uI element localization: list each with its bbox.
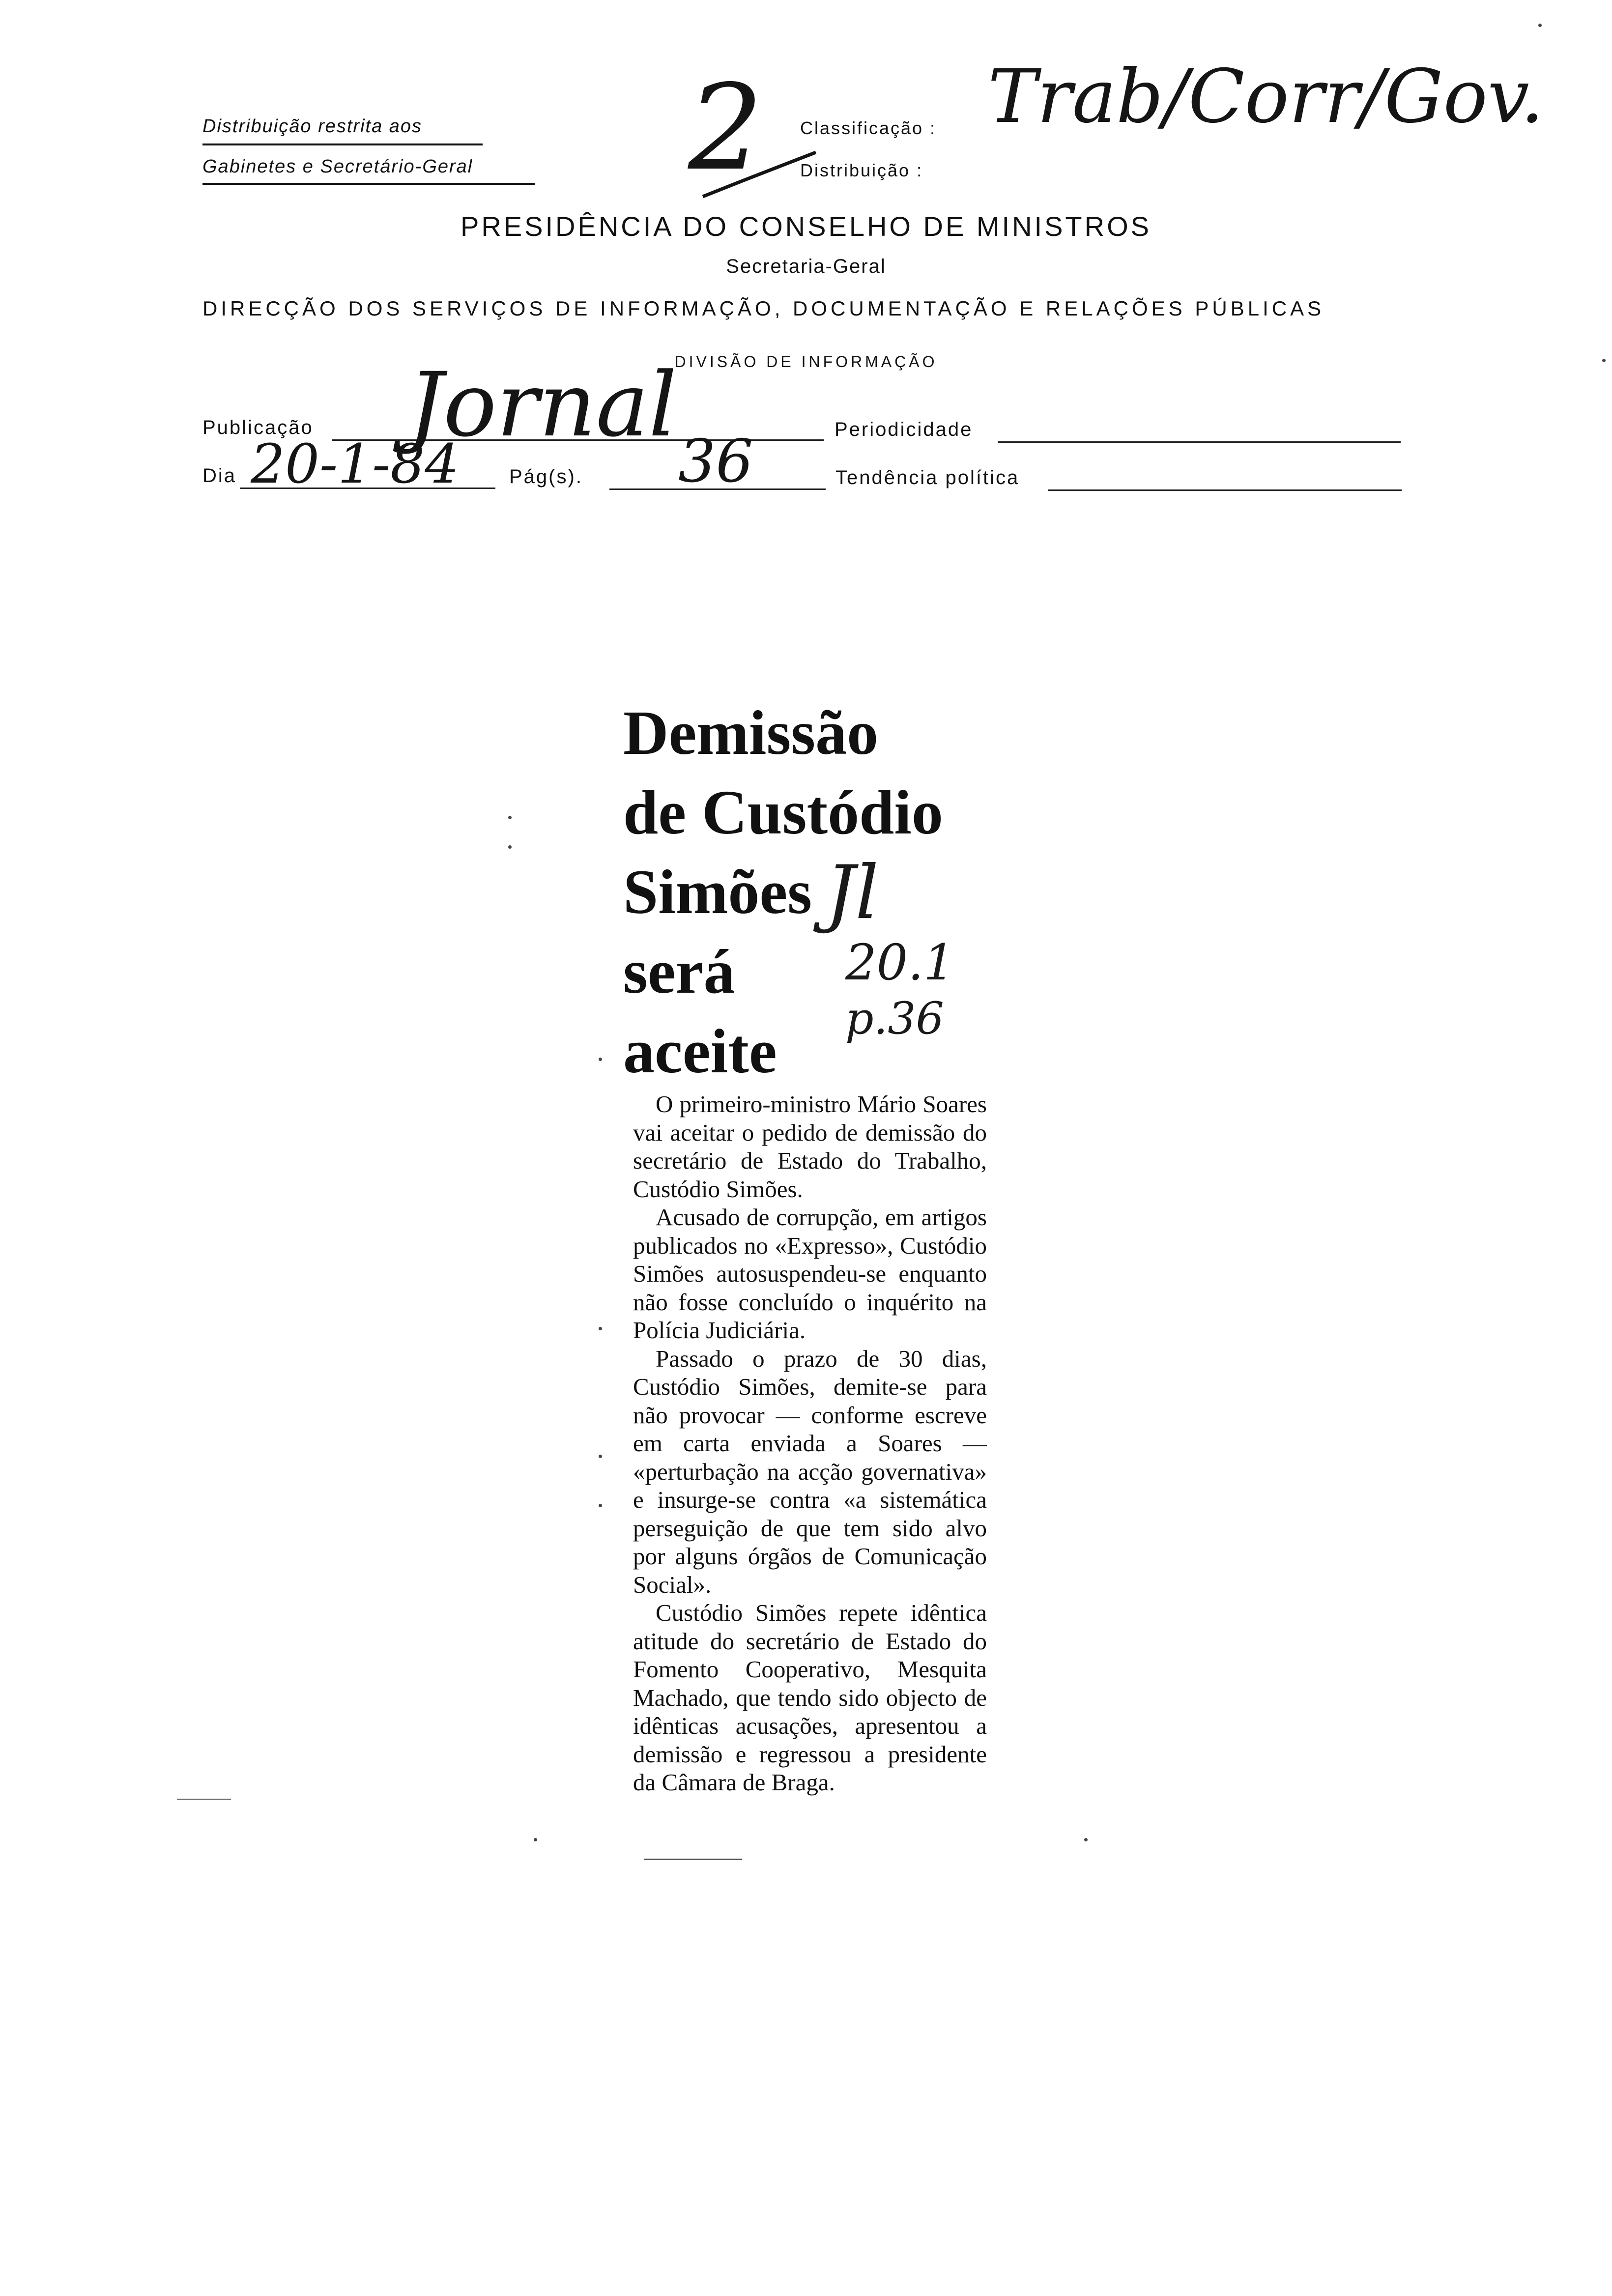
headline-line: será xyxy=(623,937,735,1006)
margin-note-journal: Jl xyxy=(826,850,879,936)
article-paragraph: Custódio Simões repete idêntica atitude do secretário de Estado do Fomento Cooperativo, Mesquita Machado, que tendo sido objecto de idênticas acusações, apresentou a demissão e regressou a presidente da Câmara de Braga. xyxy=(633,1599,987,1796)
article-paragraph: O primeiro-ministro Mário Soares vai aceitar o pedido de demissão do secretário de Estado do Trabalho, Custódio Simões. xyxy=(633,1091,987,1203)
scan-speck xyxy=(508,816,512,819)
presidency-title: PRESIDÊNCIA DO CONSELHO DE MINISTROS xyxy=(461,211,1151,242)
day-value: 20-1-84 xyxy=(251,432,460,495)
margin-note-page: p.36 xyxy=(845,993,944,1044)
secretariat-subtitle: Secretaria-Geral xyxy=(726,256,886,277)
article-paragraph: Acusado de corrupção, em artigos publicados no «Expresso», Custódio Simões autosuspendeu-se enquanto não fosse concluído o inquérito na Polícia Judiciária. xyxy=(633,1204,987,1344)
clipping-edge-mark xyxy=(177,1799,231,1800)
scan-speck xyxy=(1602,359,1606,362)
scan-speck xyxy=(599,1058,602,1061)
pages-label: Pág(s). xyxy=(509,466,583,488)
headline-line: de Custódio xyxy=(623,777,943,847)
article-body xyxy=(633,1090,987,1797)
article-paragraph: Passado o prazo de 30 dias, Custódio Simões, demite-se para não provocar — conforme escreve em carta enviada a Soares — «perturbação na acção governativa» e insurge-se contra «a sistemática perseguição de que tem sido alvo por alguns órgãos de Comunicação Social». xyxy=(633,1345,987,1598)
periodicity-line xyxy=(998,441,1401,443)
distribution-rule-2 xyxy=(202,183,535,185)
headline-line: Simões xyxy=(623,857,812,927)
division-line: DIVISÃO DE INFORMAÇÃO xyxy=(674,353,938,371)
publication-label: Publicação xyxy=(202,417,314,438)
scan-speck xyxy=(599,1455,602,1458)
publication-value: Jornal xyxy=(408,354,677,457)
scan-speck xyxy=(1084,1838,1088,1841)
day-label: Dia xyxy=(202,465,237,487)
classification-label: Classificação : xyxy=(800,118,937,138)
political-tendency-line xyxy=(1048,489,1402,491)
political-tendency-label: Tendência política xyxy=(835,467,1020,488)
distribution-rule-1 xyxy=(202,144,483,145)
headline-line: aceite xyxy=(623,1016,777,1086)
handwritten-classification: Trab/Corr/Gov. xyxy=(988,54,1544,140)
scan-speck xyxy=(599,1327,602,1330)
article-end-rule xyxy=(644,1859,742,1860)
pages-value: 36 xyxy=(678,428,753,496)
scan-speck xyxy=(534,1838,537,1841)
handwritten-number: 2 xyxy=(688,59,763,197)
periodicity-label: Periodicidade xyxy=(835,419,973,440)
headline-line: Demissão xyxy=(623,698,879,768)
department-line: DIRECÇÃO DOS SERVIÇOS DE INFORMAÇÃO, DOCUMENTAÇÃO E RELAÇÕES PÚBLICAS xyxy=(202,297,1325,320)
scan-speck xyxy=(1538,24,1542,27)
distribution-restricted-line: Distribuição restrita aos xyxy=(202,116,423,137)
scan-speck xyxy=(508,845,512,849)
distribution-cabinets-line: Gabinetes e Secretário-Geral xyxy=(202,156,473,177)
distribution-label: Distribuição : xyxy=(800,160,923,180)
margin-note-date: 20.1 xyxy=(845,934,955,991)
scan-speck xyxy=(599,1504,602,1507)
